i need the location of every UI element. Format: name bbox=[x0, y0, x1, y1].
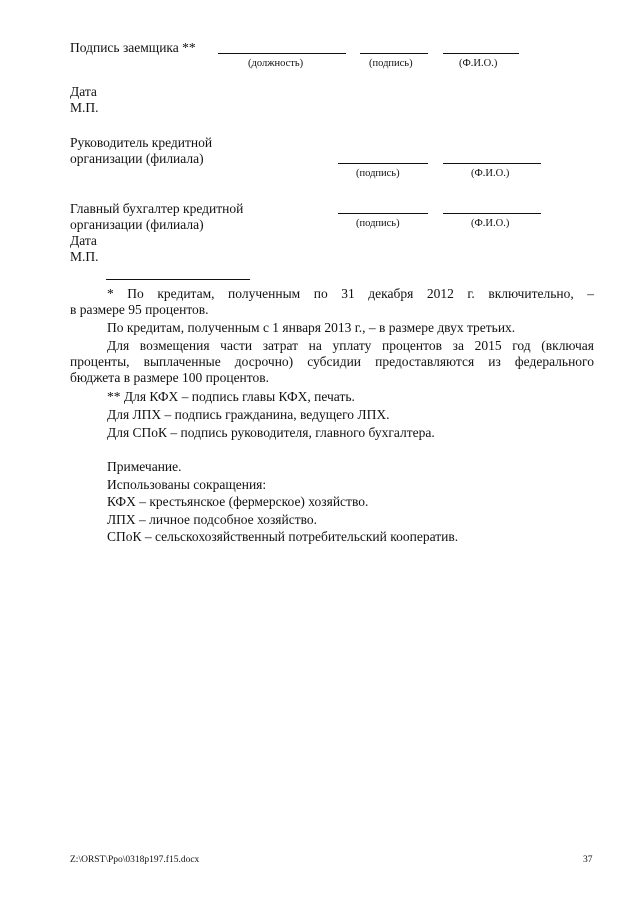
accountant-name-line bbox=[443, 213, 541, 214]
abbreviation-kfh: КФХ – крестьянское (фермерское) хозяйство. bbox=[107, 494, 369, 509]
abbreviation-lph: ЛПХ – личное подсобное хозяйство. bbox=[107, 512, 318, 527]
name-line bbox=[443, 53, 519, 54]
date-label: Дата bbox=[70, 84, 97, 99]
footnote-1-line2: в размере 95 процентов. bbox=[70, 302, 209, 317]
footnote-3-line3: бюджета в размере 100 процентов. bbox=[70, 370, 270, 385]
head-signature-line bbox=[338, 163, 428, 164]
accountant-name-caption: (Ф.И.О.) bbox=[471, 218, 510, 229]
head-name-line bbox=[443, 163, 541, 164]
footnote-separator bbox=[106, 279, 250, 280]
footnote-2: По кредитам, полученным с 1 января 2013 г., – в размере двух третьих. bbox=[107, 320, 516, 335]
head-label-line2: организации (филиала) bbox=[70, 151, 204, 166]
accountant-signature-line bbox=[338, 213, 428, 214]
head-label-line1: Руководитель кредитной bbox=[70, 135, 213, 150]
accountant-label-line2: организации (филиала) bbox=[70, 217, 204, 232]
head-signature-caption: (подпись) bbox=[356, 168, 400, 179]
page-number: 37 bbox=[583, 855, 593, 865]
footnote-3-line2: проценты, выплаченные досрочно) субсидии предоставляются из федерального bbox=[70, 354, 594, 369]
date-label: Дата bbox=[70, 233, 97, 248]
remarks-intro: Использованы сокращения: bbox=[107, 477, 267, 492]
position-caption: (должность) bbox=[248, 58, 304, 69]
seal-label: М.П. bbox=[70, 249, 99, 264]
accountant-signature-caption: (подпись) bbox=[356, 218, 400, 229]
name-caption: (Ф.И.О.) bbox=[459, 58, 498, 69]
signature-line bbox=[360, 53, 428, 54]
file-path: Z:\ORST\Ppo\0318p197.f15.docx bbox=[70, 855, 200, 865]
head-name-caption: (Ф.И.О.) bbox=[471, 168, 510, 179]
accountant-label-line1: Главный бухгалтер кредитной bbox=[70, 201, 244, 216]
signature-caption: (подпись) bbox=[369, 58, 413, 69]
footnote-1-line1: * По кредитам, полученным по 31 декабря 2012 г. включительно, – bbox=[107, 286, 594, 301]
footnote-6: Для СПоК – подпись руководителя, главного бухгалтера. bbox=[107, 425, 435, 440]
seal-label: М.П. bbox=[70, 100, 99, 115]
borrower-signature-label: Подпись заемщика ** bbox=[70, 40, 196, 55]
abbreviation-spok: СПоК – сельскохозяйственный потребительский кооператив. bbox=[107, 529, 459, 544]
position-line bbox=[218, 53, 346, 54]
footnote-3-line1: Для возмещения части затрат на уплату процентов за 2015 год (включая bbox=[107, 338, 594, 353]
footnote-4: ** Для КФХ – подпись главы КФХ, печать. bbox=[107, 389, 355, 404]
footnote-5: Для ЛПХ – подпись гражданина, ведущего ЛПХ. bbox=[107, 407, 390, 422]
remarks-title: Примечание. bbox=[107, 459, 182, 474]
